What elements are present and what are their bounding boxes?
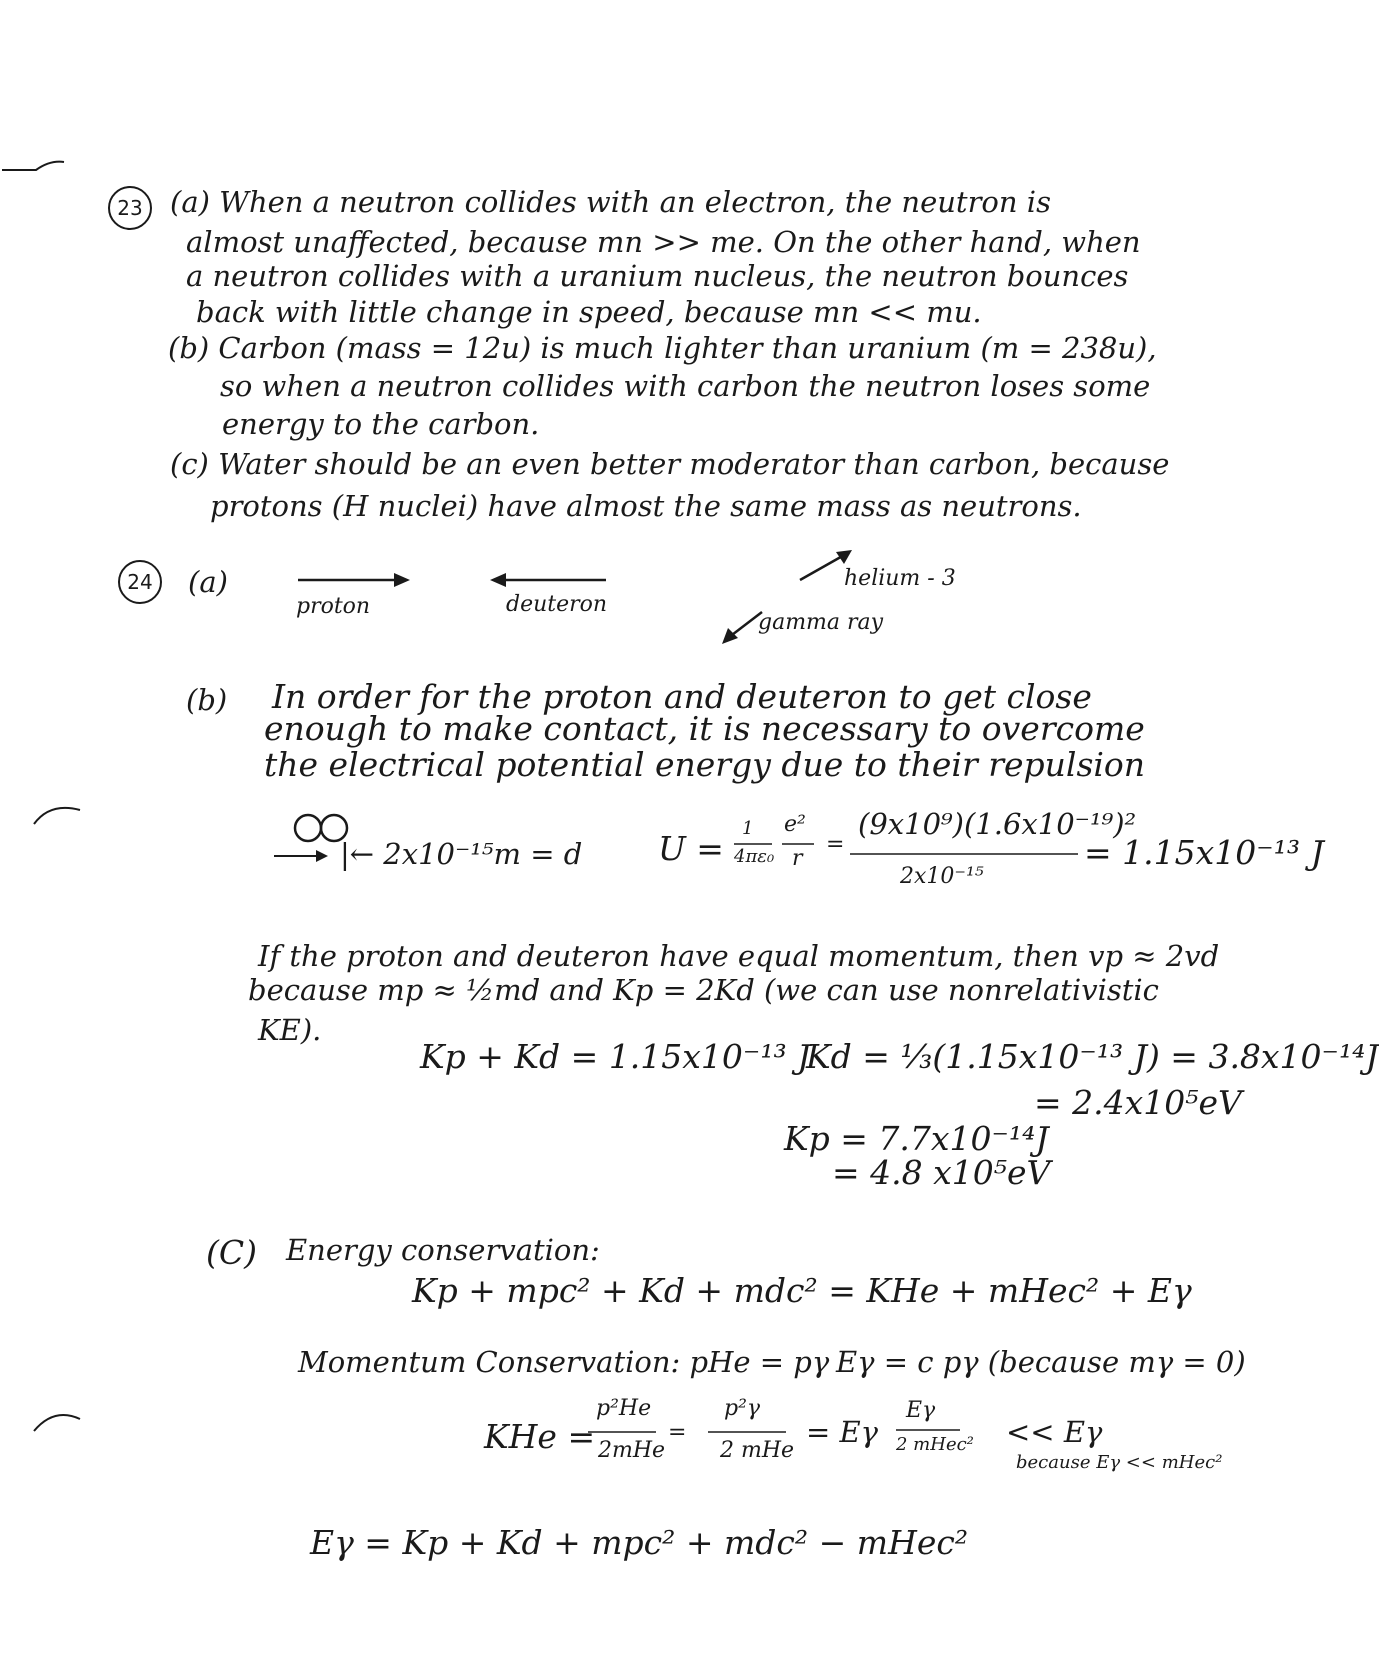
kinetic-energy-sum: Kp + Kd = 1.15x10⁻¹³ J — [420, 1037, 811, 1076]
momentum-line-1: If the proton and deuteron have equal momentum, then vp ≈ 2vd — [258, 939, 1220, 973]
gamma-ray-label: gamma ray — [758, 610, 884, 635]
deuteron-energy-ev: = 2.4x10⁵eV — [1034, 1083, 1242, 1122]
final-gamma-energy-equation: Eγ = Kp + Kd + mpc² + mdc² − mHec² — [310, 1523, 969, 1562]
proton-energy-ev: = 4.8 x10⁵eV — [832, 1153, 1051, 1192]
helium-momentum-numerator: p²He — [596, 1396, 652, 1421]
helium-rest-energy-denominator: 2 mHec² — [896, 1434, 974, 1455]
p23-b-line-1: (b) Carbon (mass = 12u) is much lighter than uranium (m = 238u), — [168, 331, 1157, 365]
fraction-bar-6 — [896, 1428, 966, 1432]
fraction-bar-5 — [708, 1430, 788, 1434]
momentum-line-3: KE). — [258, 1013, 322, 1047]
helium-kinetic-energy-lhs: KHe = — [484, 1417, 596, 1456]
p24-b-text-line-3: the electrical potential energy due to their repulsion — [264, 745, 1146, 784]
energy-conservation-equation: Kp + mpc² + Kd + mdc² = KHe + mHec² + Eγ — [412, 1271, 1192, 1310]
p23-c-line-1: (c) Water should be an even better moderator than carbon, because — [170, 447, 1170, 481]
because-condition: because Eγ << mHec² — [1016, 1452, 1223, 1473]
momentum-conservation: Momentum Conservation: pHe = pγ — [298, 1345, 830, 1379]
p24-a-label: (a) — [188, 565, 228, 599]
helium-mass-denominator-2: 2 mHe — [720, 1438, 795, 1463]
helium-3-label: helium - 3 — [844, 566, 956, 591]
p23-b-line-3: energy to the carbon. — [222, 407, 540, 441]
gamma-energy-relation: Eγ = c pγ (because mγ = 0) — [836, 1345, 1246, 1379]
margin-mark-middle — [30, 800, 90, 830]
p24-b-text-line-1: In order for the proton and deuteron to get close — [272, 677, 1092, 716]
p23-a-line-3: a neutron collides with a uranium nucleus, the neutron bounces — [186, 259, 1129, 293]
deuteron-arrow — [486, 568, 610, 588]
p24-b-text-line-2: enough to make contact, it is necessary to overcome — [264, 709, 1145, 748]
potential-energy-numerator: (9x10⁹)(1.6x10⁻¹⁹)² — [858, 807, 1137, 841]
p23-b-line-2: so when a neutron collides with carbon the neutron loses some — [220, 369, 1151, 403]
coulomb-constant-denominator: 4πε₀ — [734, 846, 775, 867]
helium-mass-denominator-1: 2mHe — [598, 1438, 666, 1463]
p23-a-line-2: almost unaffected, because mn >> me. On the other hand, when — [186, 225, 1141, 259]
proton-arrow — [296, 570, 416, 590]
gamma-energy-middle: = Eγ — [806, 1415, 879, 1449]
potential-energy-denominator: 2x10⁻¹⁵ — [900, 864, 984, 889]
equals-sign-1: = — [826, 832, 845, 857]
separation-distance: |← 2x10⁻¹⁵m = d — [340, 837, 583, 871]
margin-mark-bottom — [30, 1405, 90, 1435]
potential-energy-symbol: U = — [658, 829, 724, 868]
problem-24-number: 24 — [118, 560, 162, 604]
charge-squared-numerator: e² — [784, 812, 806, 837]
potential-energy-result: = 1.15x10⁻¹³ J — [1084, 833, 1324, 872]
gamma-momentum-numerator: p²γ — [724, 1396, 761, 1421]
p23-a-line-4: back with little change in speed, because mn << mu. — [196, 295, 982, 329]
momentum-line-2: because mp ≈ ½md and Kp = 2Kd (we can use nonrelativistic — [248, 973, 1159, 1007]
coulomb-constant-numerator: 1 — [742, 818, 754, 839]
deuteron-label: deuteron — [506, 592, 608, 617]
p24-b-label: (b) — [186, 683, 228, 717]
radius-denominator: r — [792, 846, 803, 871]
p23-c-line-2: protons (H nuclei) have almost the same mass as neutrons. — [210, 489, 1082, 523]
proton-label: proton — [296, 594, 371, 619]
deuteron-energy-joules: Kd = ⅓(1.15x10⁻¹³ J) = 3.8x10⁻¹⁴J — [806, 1037, 1379, 1076]
gamma-energy-numerator: Eγ — [906, 1398, 936, 1423]
margin-mark-top — [0, 150, 80, 190]
energy-conservation-title: Energy conservation: — [286, 1233, 600, 1267]
p23-a-line-1: (a) When a neutron collides with an electron, the neutron is — [170, 185, 1051, 219]
fraction-bar-4 — [588, 1430, 658, 1434]
proton-energy-joules: Kp = 7.7x10⁻¹⁴J — [784, 1119, 1049, 1158]
p24-c-label: (C) — [206, 1233, 257, 1272]
much-less-than-gamma: << Eγ — [1006, 1415, 1103, 1449]
fraction-bar-3 — [850, 852, 1080, 856]
problem-23-number: 23 — [108, 186, 152, 230]
equals-sign-2: = — [668, 1420, 687, 1445]
